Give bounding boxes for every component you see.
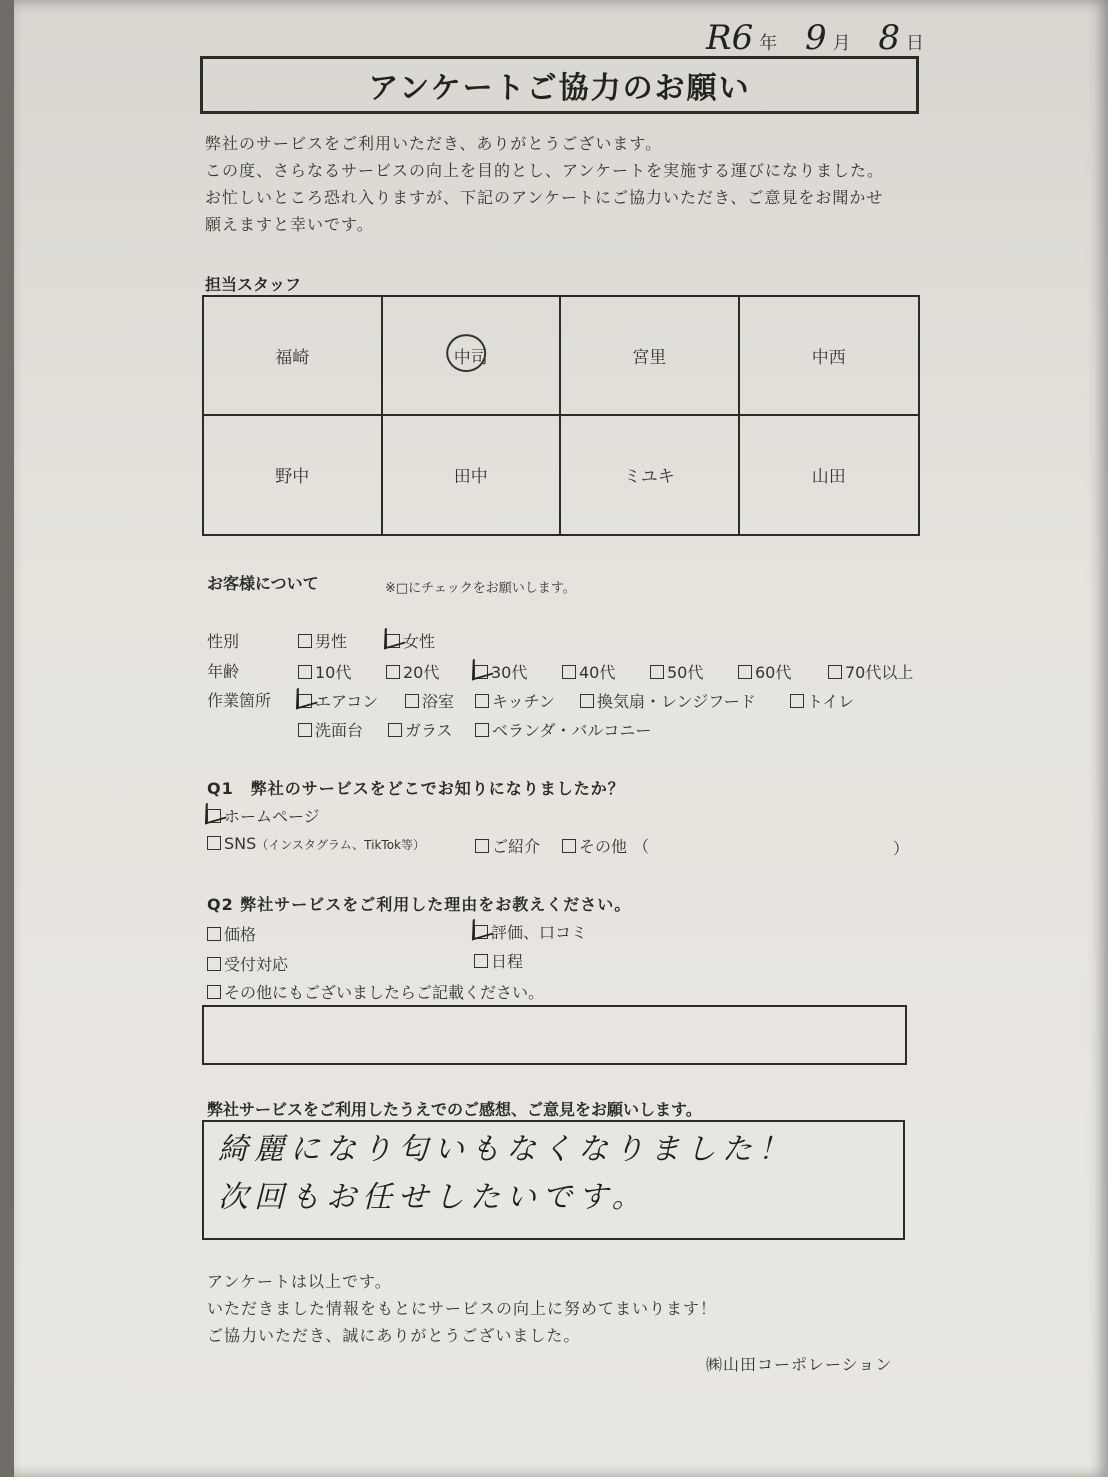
checkbox-checked[interactable] (298, 694, 312, 708)
age-option[interactable] (738, 660, 791, 683)
option-label: 30代 (491, 663, 528, 682)
age-label: 年齢 (207, 662, 240, 681)
handwritten-comment-line: 次回もお任せしたいです。 (218, 1180, 648, 1215)
closing-text (207, 1268, 717, 1349)
staff-cell[interactable] (383, 416, 562, 535)
gender-option[interactable] (298, 629, 347, 652)
staff-name: 宮里 (632, 347, 667, 368)
comments-heading: 弊社サービスをご利用したうえでのご感想、ご意見をお願いします。 (207, 1100, 702, 1119)
staff-name: 野中 (275, 467, 310, 488)
intro-line: 願えますと幸いです。 (205, 215, 374, 234)
option-label: 10代 (315, 663, 352, 682)
staff-name: 山田 (811, 467, 846, 488)
staff-name: 中西 (811, 347, 846, 368)
option-label: ガラス (405, 721, 453, 740)
check-instruction-note: ※□にチェックをお願いします。 (385, 581, 576, 596)
work-area-option[interactable] (475, 718, 651, 741)
age-option[interactable] (562, 660, 615, 683)
checkbox[interactable] (386, 665, 400, 679)
intro-line: 弊社のサービスをご利用いただき、ありがとうございます。 (205, 134, 663, 153)
age-option[interactable] (828, 660, 913, 683)
work-area-option[interactable] (475, 689, 555, 712)
work-area-option[interactable] (790, 689, 854, 712)
closing-line: ご協力いただき、誠にありがとうございました。 (207, 1326, 581, 1345)
checkbox[interactable] (207, 927, 221, 941)
work-area-option[interactable] (405, 689, 454, 712)
option-label: キッチン (492, 692, 555, 711)
option-label: 女性 (403, 632, 436, 651)
staff-cell[interactable] (740, 297, 919, 416)
option-label: 受付対応 (224, 955, 289, 974)
q1-option[interactable] (207, 834, 425, 853)
staff-cell[interactable] (740, 416, 919, 535)
option-label: ベランダ・バルコニー (492, 721, 652, 740)
option-label: 60代 (755, 663, 792, 682)
age-option-checked[interactable] (474, 660, 527, 683)
staff-section-heading: 担当スタッフ (205, 275, 302, 294)
date-month-unit: 月 (832, 33, 851, 54)
checkbox-checked[interactable] (386, 634, 400, 648)
sns-note: （インスタグラム、TikTok等） (256, 838, 425, 852)
handwritten-comment-line: 綺麗になり匂いもなくなりました！ (218, 1132, 794, 1167)
checkbox[interactable] (475, 839, 489, 853)
option-label: 20代 (403, 663, 440, 682)
option-label: 換気扇・レンジフード (597, 692, 756, 711)
checkbox[interactable] (562, 839, 576, 853)
checkbox[interactable] (738, 665, 752, 679)
date-year-unit: 年 (759, 33, 778, 54)
closing-line: アンケートは以上です。 (207, 1272, 392, 1291)
work-area-label: 作業箇所 (207, 691, 272, 710)
checkbox[interactable] (207, 985, 221, 999)
q1-option-checked[interactable] (207, 804, 320, 827)
work-area-option[interactable] (388, 718, 453, 741)
checkbox-checked[interactable] (474, 925, 488, 939)
q2-option[interactable] (207, 922, 256, 945)
option-label: 70代以上 (845, 663, 914, 682)
age-option[interactable] (650, 660, 703, 683)
company-name: ㈱山田コーポレーション (706, 1355, 893, 1374)
q2-option[interactable] (207, 952, 288, 975)
checkbox[interactable] (475, 694, 489, 708)
intro-line: この度、さらなるサービスの向上を目的とし、アンケートを実施する運びになりました。 (205, 161, 885, 180)
option-label: エアコン (315, 692, 379, 711)
checkbox[interactable] (650, 665, 664, 679)
date-day-value: 8 (878, 18, 900, 58)
option-label: SNS (224, 834, 257, 853)
q2-option[interactable] (474, 949, 523, 972)
checkbox[interactable] (207, 957, 221, 971)
date-line (700, 18, 924, 58)
staff-name: 中司 (453, 347, 488, 368)
age-option[interactable] (298, 660, 351, 683)
option-label: 男性 (315, 632, 348, 651)
q1-option[interactable] (475, 834, 540, 857)
staff-name: 福崎 (275, 347, 310, 368)
checkbox[interactable] (828, 665, 842, 679)
closing-line: いただきました情報をもとにサービスの向上に努めてまいります！ (207, 1299, 718, 1318)
option-label: 50代 (667, 663, 704, 682)
option-label: 価格 (224, 925, 257, 944)
option-label: 40代 (579, 663, 616, 682)
q1-option-other[interactable] (562, 834, 649, 857)
staff-cell[interactable] (204, 416, 383, 535)
staff-grid (202, 295, 920, 536)
staff-cell[interactable] (204, 297, 383, 416)
comments-textbox[interactable] (202, 1120, 905, 1240)
checkbox[interactable] (388, 723, 402, 737)
checkbox[interactable] (405, 694, 419, 708)
gender-option-checked[interactable] (386, 629, 435, 652)
q2-option-other[interactable] (207, 980, 544, 1003)
option-label: ホームページ (224, 807, 320, 826)
option-label: ご紹介 (492, 837, 541, 856)
work-area-option-checked[interactable] (298, 689, 378, 712)
work-area-option[interactable] (580, 689, 756, 712)
q2-question: Q2 弊社サービスをご利用した理由をお教えください。 (207, 895, 632, 914)
checkbox[interactable] (790, 694, 804, 708)
date-month-value: 9 (804, 18, 827, 58)
checkbox[interactable] (562, 665, 576, 679)
option-label: その他にもございましたらご記載ください。 (224, 983, 545, 1002)
paren-open: （ (633, 837, 650, 856)
checkbox-checked[interactable] (207, 809, 221, 823)
checkbox[interactable] (475, 723, 489, 737)
selection-circle-mark (446, 334, 486, 372)
option-label: 洗面台 (315, 721, 364, 740)
staff-cell[interactable] (561, 297, 740, 416)
q2-option-checked[interactable] (474, 920, 587, 943)
page-title: アンケートご協力のお願い (200, 56, 919, 114)
checkbox-checked[interactable] (474, 665, 488, 679)
intro-text (205, 130, 884, 238)
checkbox[interactable] (207, 836, 221, 850)
staff-cell-selected[interactable] (383, 297, 562, 416)
checkbox[interactable] (298, 665, 312, 679)
gender-label: 性別 (207, 632, 240, 651)
staff-cell[interactable] (561, 416, 740, 535)
q2-other-textbox[interactable] (202, 1005, 907, 1065)
checkbox[interactable] (298, 723, 312, 737)
work-area-option[interactable] (298, 718, 363, 741)
staff-name: 田中 (453, 467, 488, 488)
option-label: トイレ (807, 692, 855, 711)
staff-name: ミユキ (623, 467, 675, 488)
age-option[interactable] (386, 660, 439, 683)
option-label: その他 (579, 837, 628, 856)
q1-question: Q1 弊社のサービスをどこでお知りになりましたか？ (207, 779, 625, 798)
checkbox[interactable] (580, 694, 594, 708)
option-label: 日程 (491, 952, 524, 971)
option-label: 評価、口コミ (491, 923, 588, 942)
intro-line: お忙しいところ恐れ入りますが、下記のアンケートにご協力いただき、ご意見をお聞かせ (205, 188, 884, 207)
checkbox[interactable] (298, 634, 312, 648)
option-label: 浴室 (422, 692, 455, 711)
paren-close: ） (893, 839, 910, 858)
customer-section-heading: お客様について (207, 574, 319, 593)
date-day-unit: 日 (905, 33, 924, 54)
checkbox[interactable] (474, 954, 488, 968)
date-era-year-value: R6 (706, 18, 754, 58)
